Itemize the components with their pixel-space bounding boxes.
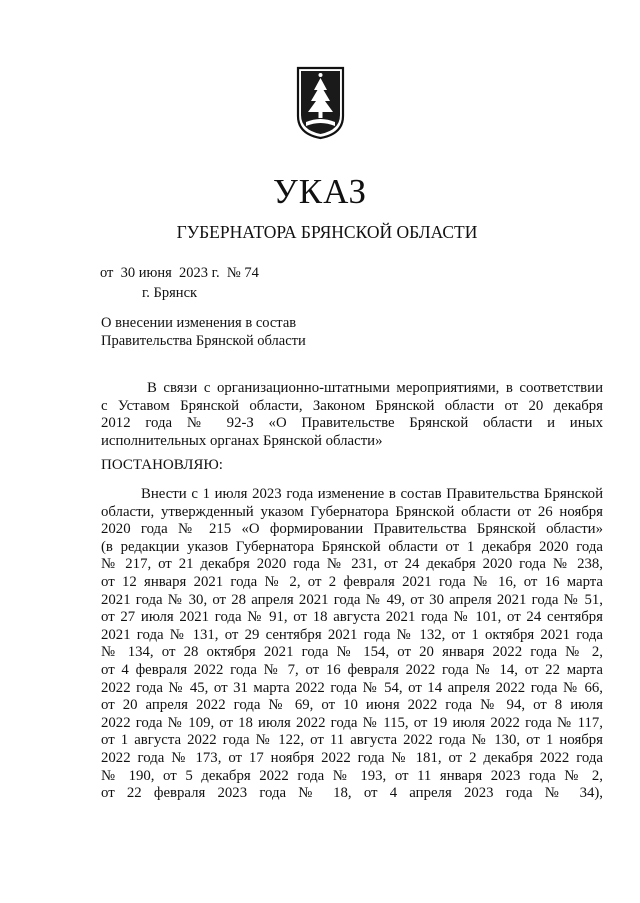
text-line: 2021 года № 30, от 28 апреля 2021 года № 49, от 30 апреля 2021 года № 51,	[101, 591, 603, 608]
text-line: от 27 июля 2021 года № 91, от 18 августа 2021 года № 101, от 24 сентября	[101, 609, 603, 626]
text-line: В связи с организационно-штатными мероприятиями, в соответствии	[147, 380, 603, 396]
text-line: № 190, от 5 декабря 2022 года № 193, от 11 января 2023 года № 2,	[101, 767, 603, 784]
document-title: УКАЗ	[272, 172, 368, 211]
text-line: 2022 года № 109, от 18 июля 2022 года № 115, от 19 июля 2022 года № 117,	[101, 714, 603, 731]
text-line: 2022 года № 45, от 31 марта 2022 года № 54, от 14 апреля 2022 года № 66,	[101, 679, 603, 696]
text-line: области, утвержденный указом Губернатора Брянской области от 26 ноября	[101, 503, 603, 520]
text-line: от 12 января 2021 года № 2, от 2 февраля 2021 года № 16, от 16 марта	[101, 573, 603, 590]
text-line: исполнительных органах Брянской области»	[101, 432, 383, 449]
text-line: с Уставом Брянской области, Законом Брянской области от 20 декабря	[101, 397, 603, 414]
text-line: Внести с 1 июля 2023 года изменение в состав Правительства Брянской	[141, 486, 603, 502]
coat-of-arms-emblem	[294, 64, 347, 140]
text-line: 2022 года № 173, от 17 ноября 2022 года № 181, от 2 декабря 2022 года	[101, 749, 603, 766]
decree-keyword: ПОСТАНОВЛЯЮ:	[101, 457, 223, 473]
text-line: (в редакции указов Губернатора Брянской области от 1 декабря 2020 года	[101, 538, 603, 555]
text-line: от 4 февраля 2022 года № 7, от 16 февраля 2022 года № 14, от 22 марта	[101, 661, 603, 678]
text-line: 2012 года № 92-З «О Правительстве Брянской области и иных	[101, 415, 603, 432]
subject-line: О внесении изменения в состав	[101, 315, 297, 331]
body-paragraph	[101, 486, 603, 803]
text-line: от 22 февраля 2023 года № 18, от 4 апреля 2023 года № 34),	[101, 785, 603, 802]
document-subtitle: ГУБЕРНАТОРА БРЯНСКОЙ ОБЛАСТИ	[176, 222, 478, 242]
decree-date-number: от 30 июня 2023 г. № 74	[100, 265, 259, 281]
text-line: 2021 года № 131, от 29 сентября 2021 года № 132, от 1 октября 2021 года	[101, 626, 603, 643]
text-line: от 1 августа 2022 года № 122, от 11 августа 2022 года № 130, от 1 ноября	[101, 732, 603, 749]
text-line: 2020 года № 215 «О формировании Правительства Брянской области»	[101, 521, 603, 538]
decree-subject	[101, 315, 306, 350]
text-line: № 217, от 21 декабря 2020 года № 231, от 24 декабря 2020 года № 238,	[101, 556, 603, 573]
text-line: от 20 апреля 2022 года № 69, от 10 июня 2022 года № 94, от 8 июля	[101, 697, 603, 714]
text-line: № 134, от 28 октября 2021 года № 154, от 20 января 2022 года № 2,	[101, 644, 603, 661]
decree-city: г. Брянск	[142, 285, 198, 301]
subject-line: Правительства Брянской области	[101, 332, 306, 349]
preamble-paragraph	[101, 380, 603, 450]
